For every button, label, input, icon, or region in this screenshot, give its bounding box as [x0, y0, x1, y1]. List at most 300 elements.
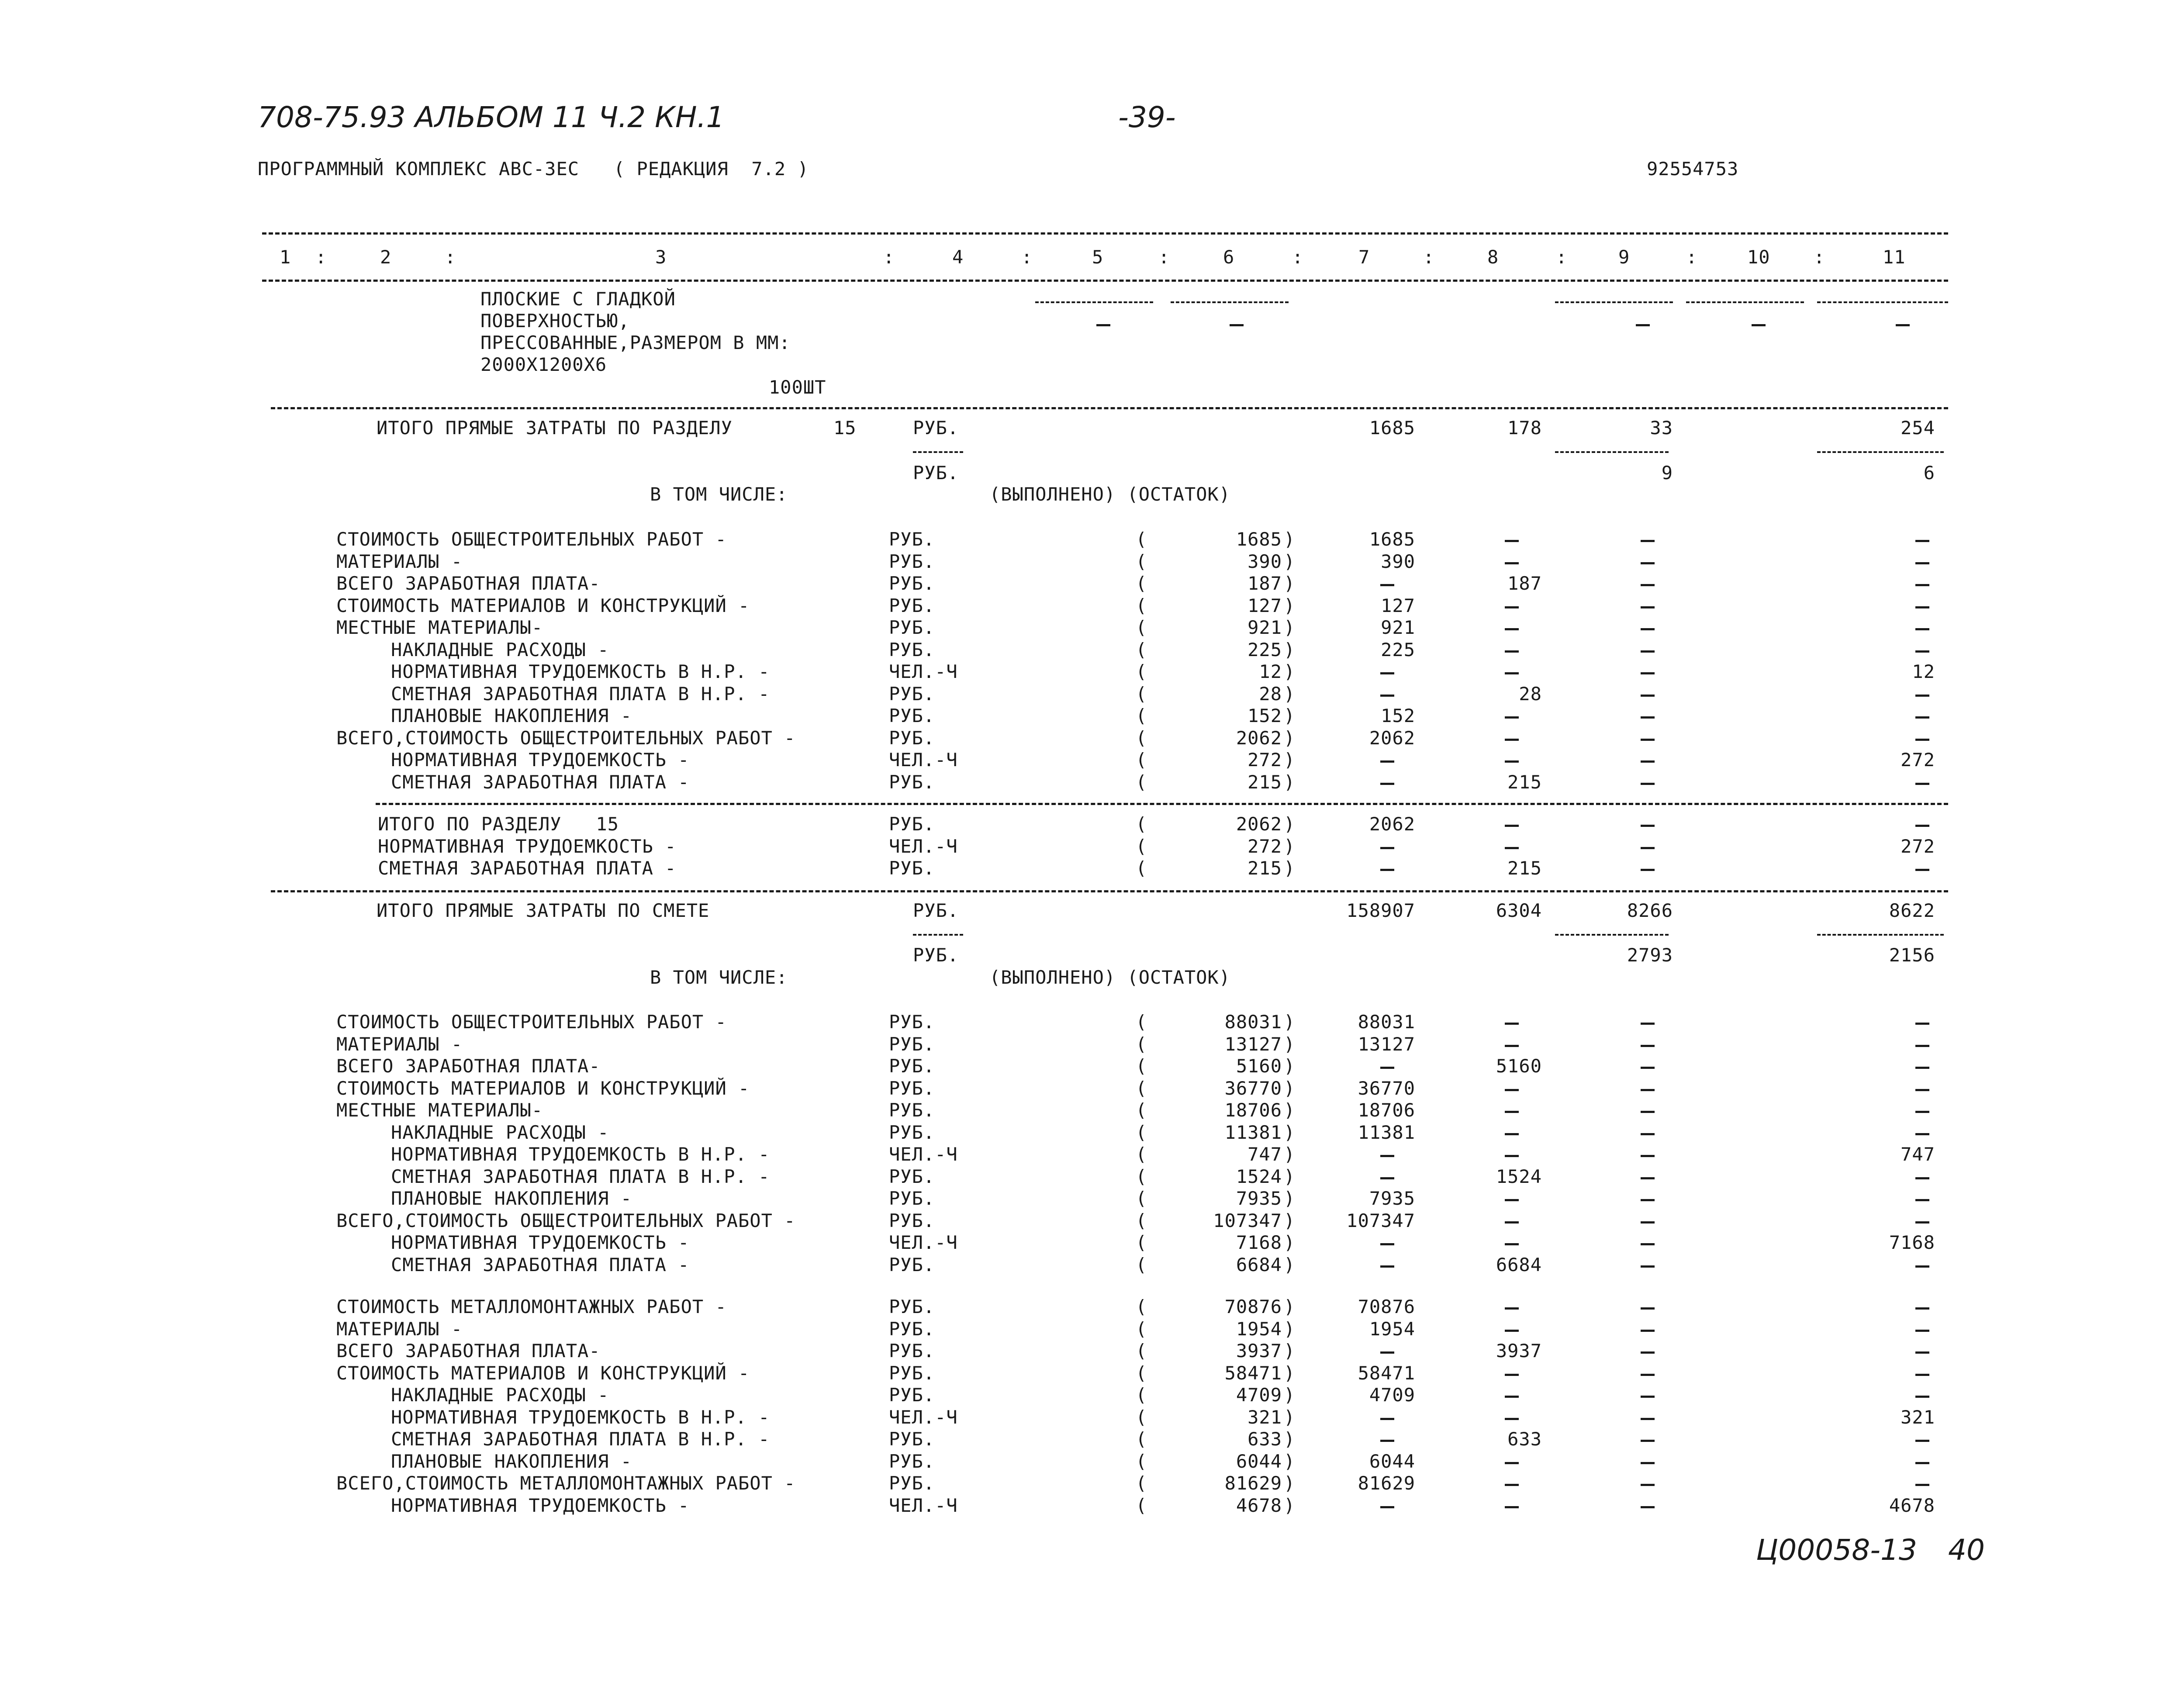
- row-c8-dash: [1505, 1089, 1519, 1091]
- row-c7-dash: [1380, 1440, 1394, 1442]
- row-c8: 187: [1507, 573, 1542, 594]
- row-label: СТОИМОСТЬ ОБЩЕСТРОИТЕЛЬНЫХ РАБОТ -: [336, 1011, 727, 1033]
- column-number: 2: [380, 246, 392, 268]
- open-paren: (: [1136, 1362, 1147, 1384]
- row-c9-dash: [1641, 1462, 1655, 1464]
- row-c8-dash: [1505, 1199, 1519, 1201]
- row-c7: 2062: [1369, 727, 1415, 749]
- estimate-including-label: В ТОМ ЧИСЛЕ:: [650, 967, 788, 988]
- row-label: НАКЛАДНЫЕ РАСХОДЫ -: [391, 1384, 609, 1406]
- row-c8-dash: [1505, 739, 1519, 741]
- row-unit: ЧЕЛ.-Ч: [889, 1494, 958, 1516]
- close-paren: ): [1284, 1340, 1296, 1362]
- row-label: СТОИМОСТЬ ОБЩЕСТРОИТЕЛЬНЫХ РАБОТ -: [336, 529, 727, 550]
- row-c11-dash: [1915, 739, 1929, 741]
- item-dash-c5: [1096, 324, 1110, 326]
- row-unit: РУБ.: [889, 617, 935, 638]
- item-dash-c6: [1230, 324, 1244, 326]
- close-paren: ): [1284, 1428, 1296, 1450]
- row-label: СМЕТНАЯ ЗАРАБОТНАЯ ПЛАТА В Н.Р. -: [391, 1428, 770, 1450]
- close-paren: ): [1284, 1450, 1296, 1472]
- description-line: 2000Х1200Х6: [480, 354, 607, 375]
- row-c6: 18706: [1224, 1099, 1282, 1121]
- row-c8-dash: [1505, 650, 1519, 653]
- row-unit: РУБ.: [889, 1254, 935, 1275]
- row-c7: 6044: [1369, 1450, 1415, 1472]
- close-paren: ): [1284, 1384, 1296, 1406]
- row-label: НОРМАТИВНАЯ ТРУДОЕМКОСТЬ -: [391, 749, 690, 771]
- open-paren: (: [1136, 1232, 1147, 1253]
- row-c8-dash: [1505, 562, 1519, 564]
- close-paren: ): [1284, 1362, 1296, 1384]
- row-c9-dash: [1641, 739, 1655, 741]
- row-c6: 225: [1248, 639, 1282, 660]
- row-c7-dash: [1380, 1155, 1394, 1157]
- row-unit: РУБ.: [889, 1055, 935, 1077]
- row-c11-dash: [1915, 783, 1929, 785]
- close-paren: ): [1284, 1144, 1296, 1165]
- open-paren: (: [1136, 1340, 1147, 1362]
- column-number: 5: [1092, 246, 1104, 268]
- close-paren: ): [1284, 529, 1296, 550]
- estimate-c9: 8266: [1627, 900, 1673, 921]
- row-c8-dash: [1505, 1023, 1519, 1025]
- row-unit: РУБ.: [889, 683, 935, 705]
- estimate-c7: 158907: [1346, 900, 1415, 921]
- row-label: НОРМАТИВНАЯ ТРУДОЕМКОСТЬ -: [378, 835, 677, 857]
- open-paren: (: [1136, 1121, 1147, 1143]
- row-label: СТОИМОСТЬ МАТЕРИАЛОВ И КОНСТРУКЦИЙ -: [336, 1077, 750, 1099]
- row-unit: ЧЕЛ.-Ч: [889, 1406, 958, 1428]
- row-c11-dash: [1915, 1307, 1929, 1310]
- row-c7-dash: [1380, 847, 1394, 849]
- open-paren: (: [1136, 1033, 1147, 1055]
- row-c9-dash: [1641, 584, 1655, 586]
- row-c6: 58471: [1224, 1362, 1282, 1384]
- row-label: НАКЛАДНЫЕ РАСХОДЫ -: [391, 1121, 609, 1143]
- section15-unit-rule: [913, 451, 963, 453]
- estimate-c9-rule: [1555, 934, 1669, 936]
- handwritten-bottom-code: Ц00058-13: [1756, 1533, 1917, 1567]
- row-c6: 187: [1248, 573, 1282, 594]
- open-paren: (: [1136, 1472, 1147, 1494]
- row-c6: 152: [1248, 705, 1282, 726]
- row-label: ПЛАНОВЫЕ НАКОПЛЕНИЯ -: [391, 1450, 632, 1472]
- open-paren: (: [1136, 771, 1147, 793]
- row-c7-dash: [1380, 1506, 1394, 1508]
- row-c11-dash: [1915, 869, 1929, 871]
- column-separator: :: [1158, 246, 1170, 268]
- row-c11-dash: [1915, 695, 1929, 697]
- row-c11: 272: [1901, 749, 1935, 771]
- close-paren: ): [1284, 705, 1296, 726]
- column-number: 8: [1487, 246, 1499, 268]
- close-paren: ): [1284, 749, 1296, 771]
- open-paren: (: [1136, 1055, 1147, 1077]
- row-c11-dash: [1915, 1374, 1929, 1376]
- row-unit: РУБ.: [889, 1450, 935, 1472]
- row-c9-dash: [1641, 1221, 1655, 1223]
- row-label: МАТЕРИАЛЫ -: [336, 1033, 463, 1055]
- row-unit: РУБ.: [889, 573, 935, 594]
- row-label: ВСЕГО,СТОИМОСТЬ ОБЩЕСТРОИТЕЛЬНЫХ РАБОТ -: [336, 727, 796, 749]
- row-c6: 921: [1248, 617, 1282, 638]
- row-c6: 1524: [1236, 1165, 1282, 1187]
- row-c8-dash: [1505, 540, 1519, 542]
- row-c6: 3937: [1236, 1340, 1282, 1362]
- close-paren: ): [1284, 1121, 1296, 1143]
- row-c7-dash: [1380, 783, 1394, 785]
- row-c8-dash: [1505, 1307, 1519, 1310]
- row-label: НАКЛАДНЫЕ РАСХОДЫ -: [391, 639, 609, 660]
- row-unit: РУБ.: [889, 594, 935, 616]
- row-unit: РУБ.: [889, 813, 935, 835]
- open-paren: (: [1136, 1494, 1147, 1516]
- row-c8-dash: [1505, 1484, 1519, 1486]
- row-c11-dash: [1915, 716, 1929, 719]
- row-c6: 215: [1248, 771, 1282, 793]
- open-paren: (: [1136, 661, 1147, 682]
- row-c6: 215: [1248, 857, 1282, 879]
- row-c9-dash: [1641, 1177, 1655, 1179]
- open-paren: (: [1136, 1254, 1147, 1275]
- row-c7: 107347: [1346, 1210, 1415, 1231]
- row-c11-dash: [1915, 584, 1929, 586]
- column-number: 1: [280, 246, 291, 268]
- estimate-status-label: (ВЫПОЛНЕНО) (ОСТАТОК): [989, 967, 1231, 988]
- row-unit: РУБ.: [889, 1340, 935, 1362]
- section15-c11b: 6: [1923, 462, 1935, 484]
- row-c6: 12: [1259, 661, 1282, 682]
- close-paren: ): [1284, 1296, 1296, 1317]
- row-c7: 390: [1381, 550, 1415, 572]
- row-c9-dash: [1641, 1484, 1655, 1486]
- open-paren: (: [1136, 550, 1147, 572]
- open-paren: (: [1136, 705, 1147, 726]
- row-c11: 12: [1912, 661, 1935, 682]
- estimate-c11b: 2156: [1889, 944, 1935, 966]
- row-c9-dash: [1641, 847, 1655, 849]
- row-c8-dash: [1505, 825, 1519, 827]
- row-c6: 127: [1248, 594, 1282, 616]
- row-c11-dash: [1915, 562, 1929, 564]
- row-unit: РУБ.: [889, 639, 935, 660]
- section15-rule: [271, 407, 1948, 409]
- close-paren: ): [1284, 573, 1296, 594]
- estimate-unit2: РУБ.: [913, 944, 959, 966]
- row-c8: 28: [1519, 683, 1542, 705]
- row-c8: 6684: [1496, 1254, 1542, 1275]
- section15-including-label: В ТОМ ЧИСЛЕ:: [650, 484, 788, 505]
- open-paren: (: [1136, 835, 1147, 857]
- row-c11-dash: [1915, 1111, 1929, 1113]
- row-c9-dash: [1641, 1067, 1655, 1069]
- row-unit: РУБ.: [889, 1472, 935, 1494]
- close-paren: ): [1284, 727, 1296, 749]
- row-unit: РУБ.: [889, 1318, 935, 1340]
- row-label: МЕСТНЫЕ МАТЕРИАЛЫ-: [336, 617, 543, 638]
- row-c7: 70876: [1358, 1296, 1415, 1317]
- row-c6: 6044: [1236, 1450, 1282, 1472]
- row-c8-dash: [1505, 672, 1519, 674]
- handwritten-bottom-number: 40: [1948, 1533, 1985, 1567]
- section15-unit2: РУБ.: [913, 462, 959, 484]
- column-number: 3: [655, 246, 667, 268]
- row-c11: 4678: [1889, 1494, 1935, 1516]
- row-label: СМЕТНАЯ ЗАРАБОТНАЯ ПЛАТА -: [391, 1254, 690, 1275]
- row-c11-dash: [1915, 1023, 1929, 1025]
- close-paren: ): [1284, 1232, 1296, 1253]
- program-header: ПРОГРАММНЫЙ КОМПЛЕКС АВС-3ЕС ( РЕДАКЦИЯ 7.2 ): [258, 158, 809, 180]
- row-c7: 7935: [1369, 1188, 1415, 1209]
- row-c9-dash: [1641, 1023, 1655, 1025]
- handwritten-album-ref: 708-75.93 АЛЬБОМ 11 Ч.2 КН.1: [258, 100, 725, 134]
- row-c7-dash: [1380, 672, 1394, 674]
- item-dash-c11: [1896, 324, 1910, 326]
- row-unit: РУБ.: [889, 550, 935, 572]
- row-label: СМЕТНАЯ ЗАРАБОТНАЯ ПЛАТА -: [378, 857, 677, 879]
- row-unit: РУБ.: [889, 1011, 935, 1033]
- open-paren: (: [1136, 1188, 1147, 1209]
- row-c9-dash: [1641, 1506, 1655, 1508]
- row-label: ВСЕГО ЗАРАБОТНАЯ ПЛАТА-: [336, 1055, 601, 1077]
- row-c7-dash: [1380, 1177, 1394, 1179]
- close-paren: ): [1284, 617, 1296, 638]
- section15-number: 15: [833, 417, 857, 439]
- row-unit: РУБ.: [889, 1033, 935, 1055]
- close-paren: ): [1284, 1188, 1296, 1209]
- column-separator: :: [1814, 246, 1825, 268]
- row-c11-dash: [1915, 1462, 1929, 1464]
- row-unit: РУБ.: [889, 1362, 935, 1384]
- close-paren: ): [1284, 857, 1296, 879]
- open-paren: (: [1136, 857, 1147, 879]
- row-c6: 1685: [1236, 529, 1282, 550]
- row-label: СТОИМОСТЬ МАТЕРИАЛОВ И КОНСТРУКЦИЙ -: [336, 594, 750, 616]
- column-separator: :: [1292, 246, 1304, 268]
- open-paren: (: [1136, 1384, 1147, 1406]
- row-c6: 321: [1248, 1406, 1282, 1428]
- row-c11-dash: [1915, 1177, 1929, 1179]
- row-c8-dash: [1505, 1506, 1519, 1508]
- row-c9-dash: [1641, 1418, 1655, 1420]
- row-c7-dash: [1380, 695, 1394, 697]
- row-unit: ЧЕЛ.-Ч: [889, 661, 958, 682]
- row-c8-dash: [1505, 760, 1519, 763]
- row-label: МЕСТНЫЕ МАТЕРИАЛЫ-: [336, 1099, 543, 1121]
- row-c9-dash: [1641, 1265, 1655, 1268]
- close-paren: ): [1284, 813, 1296, 835]
- close-paren: ): [1284, 683, 1296, 705]
- row-unit: РУБ.: [889, 1210, 935, 1231]
- section15-status-label: (ВЫПОЛНЕНО) (ОСТАТОК): [989, 484, 1231, 505]
- close-paren: ): [1284, 771, 1296, 793]
- row-c11: 321: [1901, 1406, 1935, 1428]
- close-paren: ): [1284, 1494, 1296, 1516]
- row-c6: 7935: [1236, 1188, 1282, 1209]
- row-c6: 2062: [1236, 813, 1282, 835]
- row-unit: РУБ.: [889, 705, 935, 726]
- row-c8: 633: [1507, 1428, 1542, 1450]
- row-unit: РУБ.: [889, 1165, 935, 1187]
- row-c6: 272: [1248, 749, 1282, 771]
- column-separator: :: [315, 246, 327, 268]
- estimate-c9b: 2793: [1627, 944, 1673, 966]
- estimate-unit: РУБ.: [913, 900, 959, 921]
- row-label: ВСЕГО,СТОИМОСТЬ ОБЩЕСТРОИТЕЛЬНЫХ РАБОТ -: [336, 1210, 796, 1231]
- row-c6: 107347: [1213, 1210, 1282, 1231]
- close-paren: ): [1284, 639, 1296, 660]
- row-label: ВСЕГО ЗАРАБОТНАЯ ПЛАТА-: [336, 573, 601, 594]
- row-c11-dash: [1915, 1330, 1929, 1332]
- row-c9-dash: [1641, 1089, 1655, 1091]
- row-c7-dash: [1380, 1351, 1394, 1354]
- row-c6: 747: [1248, 1144, 1282, 1165]
- row-c9-dash: [1641, 1199, 1655, 1201]
- close-paren: ): [1284, 1406, 1296, 1428]
- row-c6: 11381: [1224, 1121, 1282, 1143]
- document-code: 92554753: [1647, 158, 1739, 180]
- close-paren: ): [1284, 1318, 1296, 1340]
- row-c6: 390: [1248, 550, 1282, 572]
- row-c9-dash: [1641, 1243, 1655, 1245]
- section15-totals-rule: [376, 803, 1948, 805]
- section15-c8: 178: [1507, 417, 1542, 439]
- row-c6: 28: [1259, 683, 1282, 705]
- column-number: 7: [1358, 246, 1370, 268]
- open-paren: (: [1136, 617, 1147, 638]
- row-c8-dash: [1505, 1111, 1519, 1113]
- row-c11-dash: [1915, 1089, 1929, 1091]
- row-c9-dash: [1641, 1330, 1655, 1332]
- row-label: НОРМАТИВНАЯ ТРУДОЕМКОСТЬ В Н.Р. -: [391, 1406, 770, 1428]
- estimate-unit-rule: [913, 934, 963, 936]
- open-paren: (: [1136, 1165, 1147, 1187]
- header-rule-top: [262, 232, 1948, 235]
- open-paren: (: [1136, 1011, 1147, 1033]
- close-paren: ): [1284, 835, 1296, 857]
- row-c9-dash: [1641, 1045, 1655, 1047]
- row-c8: 1524: [1496, 1165, 1542, 1187]
- row-c9-dash: [1641, 869, 1655, 871]
- row-unit: РУБ.: [889, 1188, 935, 1209]
- row-c11-dash: [1915, 606, 1929, 608]
- estimate-rule: [271, 890, 1948, 892]
- close-paren: ): [1284, 661, 1296, 682]
- row-c11: 747: [1901, 1144, 1935, 1165]
- close-paren: ): [1284, 1033, 1296, 1055]
- row-c9-dash: [1641, 672, 1655, 674]
- row-c8-dash: [1505, 847, 1519, 849]
- row-c7: 58471: [1358, 1362, 1415, 1384]
- row-c11: 272: [1901, 835, 1935, 857]
- close-paren: ): [1284, 1210, 1296, 1231]
- section15-c9: 33: [1650, 417, 1673, 439]
- item-rule-c11: [1817, 301, 1948, 303]
- open-paren: (: [1136, 727, 1147, 749]
- row-c9-dash: [1641, 540, 1655, 542]
- description-line: ПОВЕРХНОСТЬЮ,: [480, 310, 630, 332]
- row-c11-dash: [1915, 650, 1929, 653]
- close-paren: ): [1284, 1099, 1296, 1121]
- row-c9-dash: [1641, 1396, 1655, 1398]
- row-c7-dash: [1380, 584, 1394, 586]
- close-paren: ): [1284, 1055, 1296, 1077]
- open-paren: (: [1136, 529, 1147, 550]
- row-label: ПЛАНОВЫЕ НАКОПЛЕНИЯ -: [391, 1188, 632, 1209]
- row-unit: РУБ.: [889, 1099, 935, 1121]
- row-c7-dash: [1380, 1243, 1394, 1245]
- estimate-c8: 6304: [1496, 900, 1542, 921]
- estimate-c11-rule: [1817, 934, 1944, 936]
- row-unit: РУБ.: [889, 1384, 935, 1406]
- row-c11-dash: [1915, 1265, 1929, 1268]
- row-c7: 4709: [1369, 1384, 1415, 1406]
- section15-c11: 254: [1901, 417, 1935, 439]
- estimate-direct-costs-label: ИТОГО ПРЯМЫЕ ЗАТРАТЫ ПО СМЕТЕ: [377, 900, 710, 921]
- row-c11-dash: [1915, 1199, 1929, 1201]
- row-label: СМЕТНАЯ ЗАРАБОТНАЯ ПЛАТА В Н.Р. -: [391, 683, 770, 705]
- row-c8-dash: [1505, 1396, 1519, 1398]
- estimate-c11: 8622: [1889, 900, 1935, 921]
- column-number: 10: [1747, 246, 1770, 268]
- handwritten-page-number: -39-: [1118, 100, 1176, 134]
- row-label: ВСЕГО ЗАРАБОТНАЯ ПЛАТА-: [336, 1340, 601, 1362]
- open-paren: (: [1136, 683, 1147, 705]
- row-c6: 4709: [1236, 1384, 1282, 1406]
- row-c9-dash: [1641, 606, 1655, 608]
- open-paren: (: [1136, 1144, 1147, 1165]
- column-separator: :: [883, 246, 895, 268]
- row-c7: 13127: [1358, 1033, 1415, 1055]
- row-unit: ЧЕЛ.-Ч: [889, 835, 958, 857]
- section15-c7: 1685: [1369, 417, 1415, 439]
- row-c9-dash: [1641, 1440, 1655, 1442]
- row-label: МАТЕРИАЛЫ -: [336, 1318, 463, 1340]
- section15-direct-costs-label: ИТОГО ПРЯМЫЕ ЗАТРАТЫ ПО РАЗДЕЛУ: [377, 417, 733, 439]
- row-c9-dash: [1641, 1351, 1655, 1354]
- row-label: ИТОГО ПО РАЗДЕЛУ 15: [378, 813, 619, 835]
- row-label: ПЛАНОВЫЕ НАКОПЛЕНИЯ -: [391, 705, 632, 726]
- column-separator: :: [1686, 246, 1698, 268]
- column-separator: :: [1021, 246, 1033, 268]
- item-rule-c6: [1171, 301, 1289, 303]
- row-label: НОРМАТИВНАЯ ТРУДОЕМКОСТЬ -: [391, 1232, 690, 1253]
- row-c9-dash: [1641, 1111, 1655, 1113]
- section15-c11-rule: [1817, 451, 1944, 453]
- close-paren: ): [1284, 1077, 1296, 1099]
- open-paren: (: [1136, 1099, 1147, 1121]
- row-label: СМЕТНАЯ ЗАРАБОТНАЯ ПЛАТА -: [391, 771, 690, 793]
- row-unit: ЧЕЛ.-Ч: [889, 1144, 958, 1165]
- row-c9-dash: [1641, 1155, 1655, 1157]
- close-paren: ): [1284, 1472, 1296, 1494]
- row-c6: 5160: [1236, 1055, 1282, 1077]
- row-c6: 7168: [1236, 1232, 1282, 1253]
- row-label: НОРМАТИВНАЯ ТРУДОЕМКОСТЬ -: [391, 1494, 690, 1516]
- section15-c9-rule: [1555, 451, 1669, 453]
- row-c6: 36770: [1224, 1077, 1282, 1099]
- open-paren: (: [1136, 573, 1147, 594]
- row-c6: 633: [1248, 1428, 1282, 1450]
- row-c7-dash: [1380, 1265, 1394, 1268]
- column-number: 11: [1883, 246, 1906, 268]
- row-c9-dash: [1641, 650, 1655, 653]
- row-c9-dash: [1641, 760, 1655, 763]
- row-c11-dash: [1915, 1045, 1929, 1047]
- row-c7-dash: [1380, 869, 1394, 871]
- open-paren: (: [1136, 594, 1147, 616]
